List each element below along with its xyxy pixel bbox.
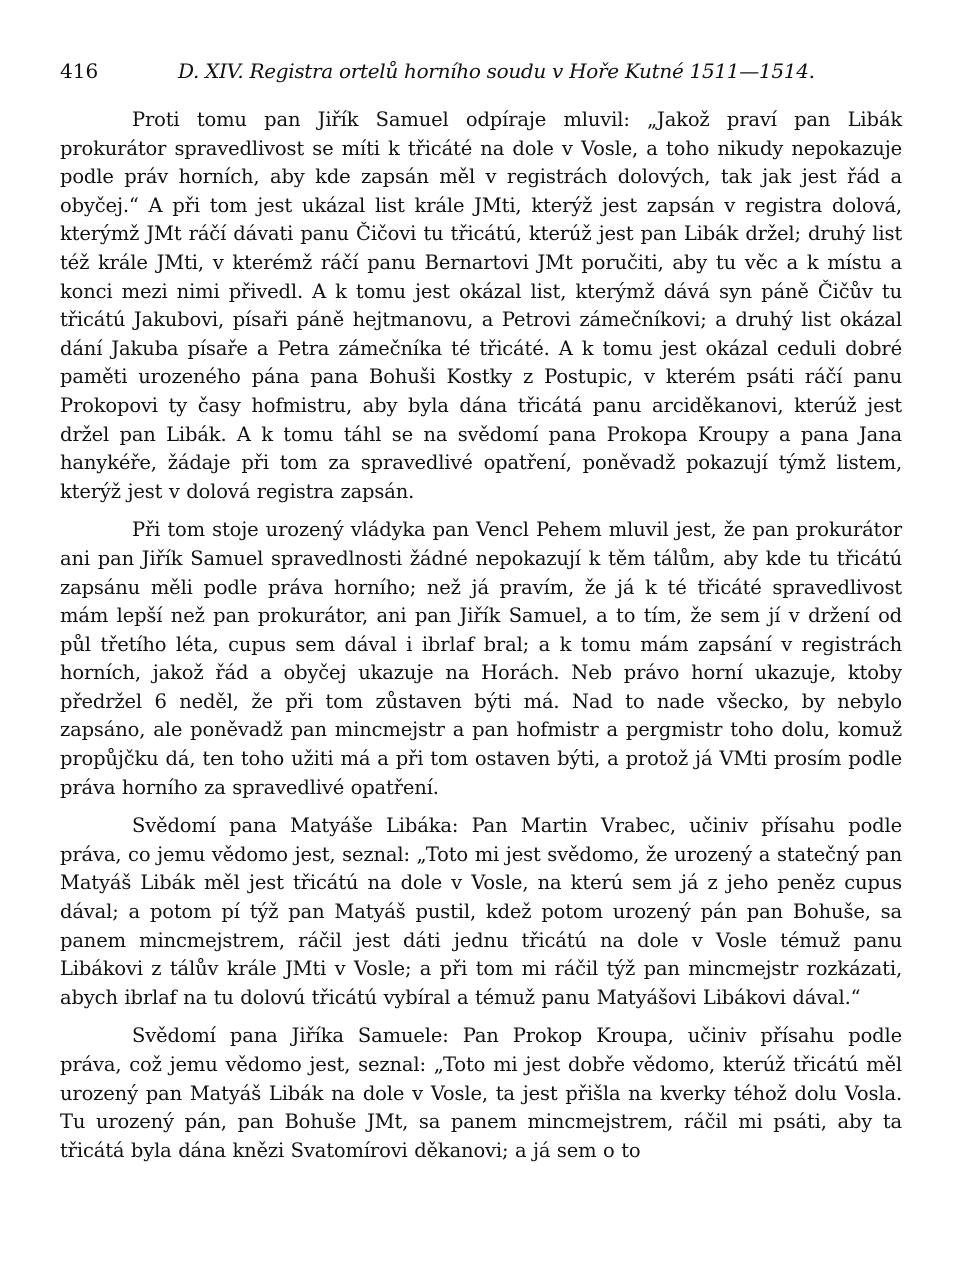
paragraph-4: Svědomí pana Jiříka Samuele: Pan Prokop Kroupa, učiniv přísahu podle práva, což jemu vědomo jest, seznal: „Toto mi jest dobře vědomo, kterúž třicátú měl urozený pan Matyáš Libák na dole v Vosle, ta jest přišla na kverky téhož dolu Vosla. Tu urozený pán, pan Bohuše JMt, sa panem mincmejstrem, ráčil mi psáti, aby ta třicátá byla dána knězi Svatomírovi děkanovi; a já sem o to (60, 1024, 902, 1162)
paragraph-3: Svědomí pana Matyáše Libáka: Pan Martin Vrabec, učiniv přísahu podle práva, co jemu vědomo jest, seznal: „Toto mi jest svědomo, že urozený a statečný pan Matyáš Libák měl jest třicátú na dole v Vosle, na kterú sem já z jeho peněz cupus dával; a potom pí týž pan Matyáš pustil, kdež potom urozený pán pan Bohuše, sa panem mincmejstrem, ráčil jest dáti jednu třicátú na dole v Vosle témuž panu Libákovi z tálův krále JMti v Vosle; a při tom mi ráčil týž pan mincmejstr rozkázati, abych ibrlaf na tu dolovú třicátú vybíral a témuž panu Matyášovi Libákovi dával.“ (60, 814, 902, 1009)
running-title: D. XIV. Registra ortelů horního soudu v Hoře Kutné 1511—1514. (178, 59, 815, 83)
running-head (60, 54, 902, 88)
paragraph-2: Při tom stoje urozený vládyka pan Vencl Pehem mluvil jest, že pan prokurátor ani pan Jiřík Samuel spravedlnosti žádné nepokazují k těm tálům, aby kde tu třicátú zapsánu měli podle práva horního; než já pravím, že já k té třicáté spravedlivost mám lepší než pan prokurátor, ani pan Jiřík Samuel, a to tím, že sem jí v držení od půl třetího léta, cupus sem dával i ibrlaf bral; a k tomu mám zapsání v registrách horních, jakož řád a obyčej ukazuje na Horách. Neb právo horní ukazuje, ktoby předržel 6 neděl, že při tom zůstaven býti má. Nad to nade všecko, by nebylo zapsáno, ale poněvadž pan mincmejstr a pan hofmistr a pergmistr toho dolu, komuž propůjčku dá, ten toho užiti má a při tom ostaven býti, a protož já VMti prosím podle práva horního za spravedlivé opatření. (60, 518, 902, 799)
body-text (60, 106, 902, 1165)
paragraph-1: Proti tomu pan Jiřík Samuel odpíraje mluvil: „Jakož praví pan Libák prokurátor spravedlivost se míti k třicáté na dole v Vosle, a toho nikudy nepokazuje podle práv horních, aby kde zapsán měl v registrách dolových, tak jak jest řád a obyčej.“ A při tom jest ukázal list krále JMti, kterýž jest zapsán v registra dolová, kterýmž JMt ráčí dávati panu Čičovi tu třicátú, kterúž jest pan Libák držel; druhý list též krále JMti, v kterémž ráčí panu Bernartovi JMt poručiti, aby tu věc a k místu a konci mezi nimi přivedl. A k tomu jest okázal list, kterýmž dává syn páně Čičův tu třicátú Jakubovi, písaři páně hejtmanovu, a Petrovi zámečníkovi; a druhý list okázal dání Jakuba písaře a Petra zámečníka té třicáté. A k tomu jest okázal ceduli dobré paměti urozeného pána pana Bohuši Kostky z Postupic, v kterém psáti ráčí panu Prokopovi ty časy hofmistru, aby byla dána třicátá panu arciděkanovi, kterúž jest držel pan Libák. A k tomu táhl se na svědomí pana Prokopa Kroupy a pana Jana hanykéře, žádaje při tom za spravedlivé opatření, poněvadž pokazují týmž listem, kterýž jest v dolová registra zapsán. (60, 108, 902, 503)
document-page (60, 54, 902, 1171)
page-number: 416 (60, 59, 99, 83)
